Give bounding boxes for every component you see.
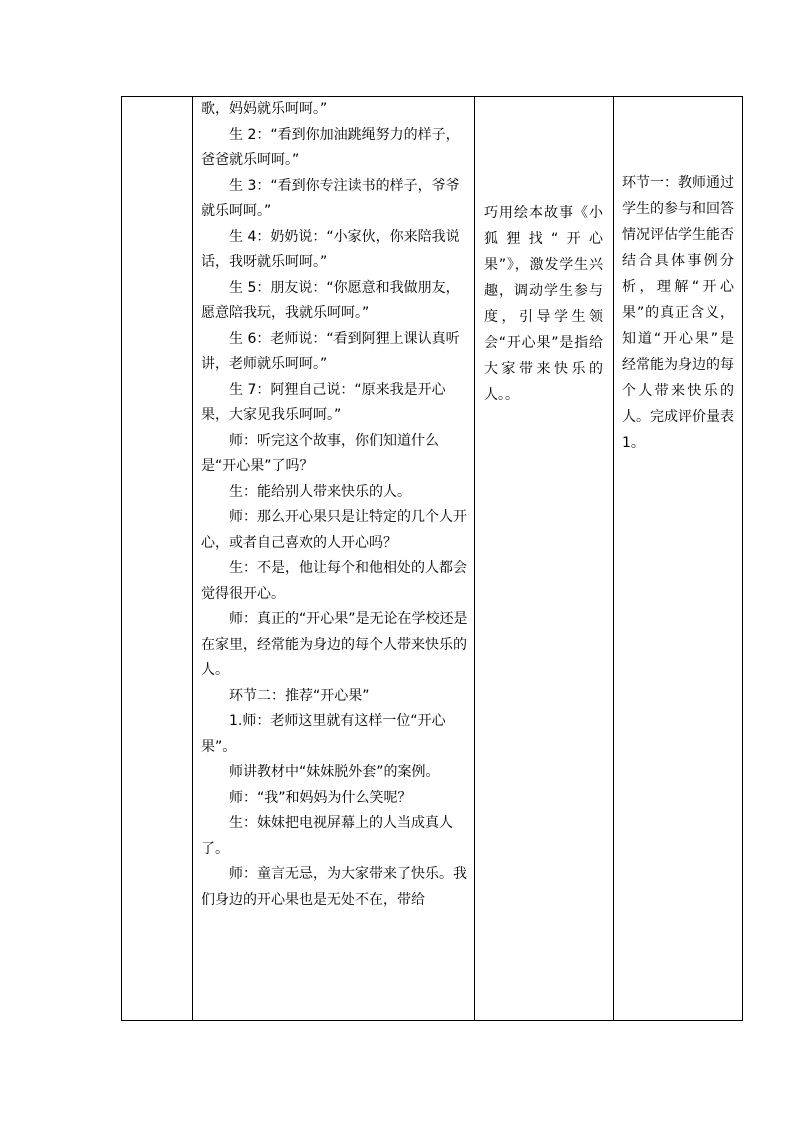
- dialogue-line: 师：真正的“开心果”是无论在学校还是在家里，经常能为身边的每个人带来快乐的人。: [201, 611, 468, 678]
- dialogue-line: 师：那么开心果只是让特定的几个人开心，或者自己喜欢的人开心吗？: [201, 509, 467, 551]
- dialogue-line: 生：妹妹把电视屏幕上的人当成真人了。: [201, 815, 453, 857]
- dialogue-line: 师讲教材中“妹妹脱外套”的案例。: [229, 764, 440, 780]
- lesson-table: [121, 96, 743, 1021]
- dialogue-line: 1.师：老师这里就有这样一位“开心果”。: [201, 713, 446, 755]
- dialogue-line: 生 5：朋友说：“你愿意和我做朋友，愿意陪我玩，我就乐呵呵。”: [201, 279, 460, 321]
- evaluation-text: 环节一：教师通过学生的参与和回答情况评估学生能否结合具体事例分析，理解“开心果”的真正含义，知道“开心果”是经常能为身边的每个人带来快乐的人。完成评价量表 1。: [622, 175, 734, 451]
- teaching-process-cell: [193, 97, 475, 1021]
- evaluation-cell: [614, 97, 743, 1021]
- dialogue-line: 师：“我”和妈妈为什么笑呢？: [229, 789, 412, 806]
- design-intent-cell: [475, 97, 614, 1021]
- dialogue-line: 歌，妈妈就乐呵呵。”: [201, 101, 328, 117]
- table-row: [122, 97, 743, 1021]
- dialogue-line: 生 3：“看到你专注读书的样子，爷爷就乐呵呵。”: [201, 177, 460, 219]
- dialogue-line: 师：听完这个故事，你们知道什么是“开心果”了吗？: [201, 432, 439, 474]
- dialogue-line: 生 7：阿狸自己说：“原来我是开心果，大家见我乐呵呵。”: [201, 381, 446, 423]
- dialogue-line: 师：童言无忌，为大家带来了快乐。我们身边的开心果也是无处不在，带给: [201, 866, 467, 908]
- section-heading: 环节二：推荐“开心果”: [229, 687, 370, 704]
- design-intent-text: 巧用绘本故事《小狐狸找“开心果”》，激发学生兴趣，调动学生参与度，引导学生领会“开心果”是指给大家带来快乐的人。。: [484, 205, 603, 403]
- dialogue-line: 生 2：“看到你加油跳绳努力的样子，爸爸就乐呵呵。”: [201, 126, 460, 168]
- stage-cell: [122, 97, 193, 1021]
- dialogue-line: 生：不是，他让每个和他相处的人都会觉得很开心。: [201, 560, 467, 602]
- dialogue-line: 生 4：奶奶说：“小家伙，你来陪我说话，我呀就乐呵呵。”: [201, 228, 460, 270]
- dialogue-line: 生：能给别人带来快乐的人。: [229, 483, 411, 500]
- dialogue-line: 生 6：老师说：“看到阿狸上课认真听讲，老师就乐呵呵。”: [201, 330, 460, 372]
